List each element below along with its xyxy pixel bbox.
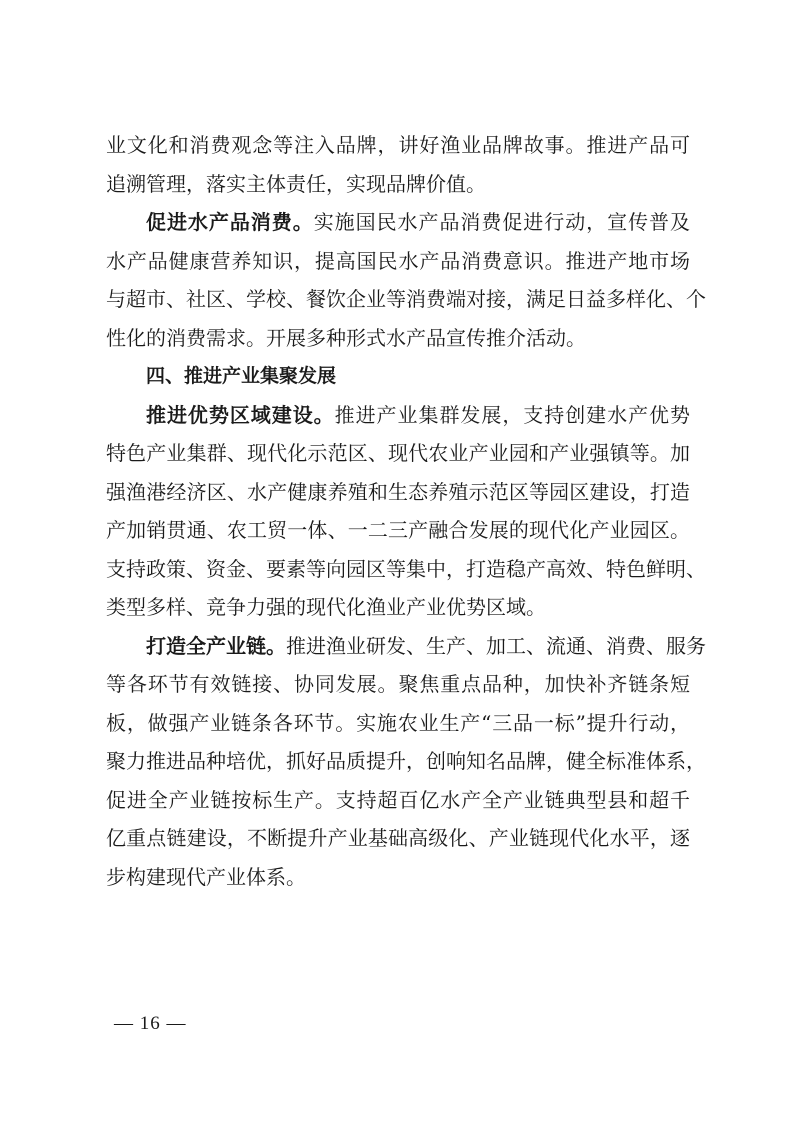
text-line: 步构建现代产业体系。 — [106, 864, 306, 889]
text-line: 亿重点链建设，不断提升产业基础高级化、产业链现代化水平，逐 — [106, 826, 690, 850]
text-run: 实施国民水产品消费促进行动，宣传普及 — [313, 210, 691, 234]
paragraph-line — [106, 203, 690, 242]
text-line: 等各环节有效链接、协同发展。聚焦重点品种，加快补齐链条短 — [106, 672, 690, 696]
text-line: 水产品健康营养知识，提高国民水产品消费意识。推进产地市场 — [106, 248, 690, 273]
section-lead: 推进优势区域建设。 — [146, 402, 335, 427]
section-heading: 四、推进产业集聚发展 — [146, 365, 337, 387]
section-lead: 促进水产品消费。 — [146, 210, 314, 234]
text-line: 追溯管理，落实主体责任，实现品牌价值。 — [106, 171, 486, 196]
text-line: 业文化和消费观念等注入品牌，讲好渔业品牌故事。推进产品可 — [106, 133, 690, 157]
document-body — [106, 126, 706, 896]
text-line: 板，做强产业链条各环节。实施农业生产“三品一标”提升行动， — [106, 710, 690, 735]
paragraph-line — [106, 627, 706, 666]
text-line: 类型多样、竞争力强的现代化渔业产业优势区域。 — [106, 595, 546, 619]
text-line: 强渔港经济区、水产健康养殖和生态养殖示范区等园区建设，打造 — [106, 479, 690, 504]
paragraph-line — [106, 396, 690, 435]
text-line: 与超市、社区、学校、餐饮企业等消费端对接，满足日益多样化、个 — [106, 287, 706, 311]
text-line: 特色产业集群、现代化示范区、现代农业产业园和产业强镇等。加 — [106, 441, 690, 465]
section-lead: 打造全产业链。 — [146, 633, 286, 658]
text-line: 支持政策、资金、要素等向园区等集中，打造稳产高效、特色鲜明、 — [106, 556, 706, 581]
text-line: 产加销贯通、农工贸一体、一二三产融合发展的现代化产业园区。 — [106, 518, 690, 542]
text-line: 聚力推进品种培优，抓好品质提升，创响知名品牌，健全标准体系， — [106, 749, 706, 773]
text-run: 推进产业集群发展，支持创建水产优势 — [334, 402, 691, 427]
page-number: — 16 — — [114, 1013, 187, 1034]
text-line: 促进全产业链按标生产。支持超百亿水产全产业链典型县和超千 — [106, 787, 690, 812]
text-run: 推进渔业研发、生产、加工、流通、消费、服务 — [286, 633, 706, 658]
text-line: 性化的消费需求。开展多种形式水产品宣传推介活动。 — [106, 325, 586, 350]
